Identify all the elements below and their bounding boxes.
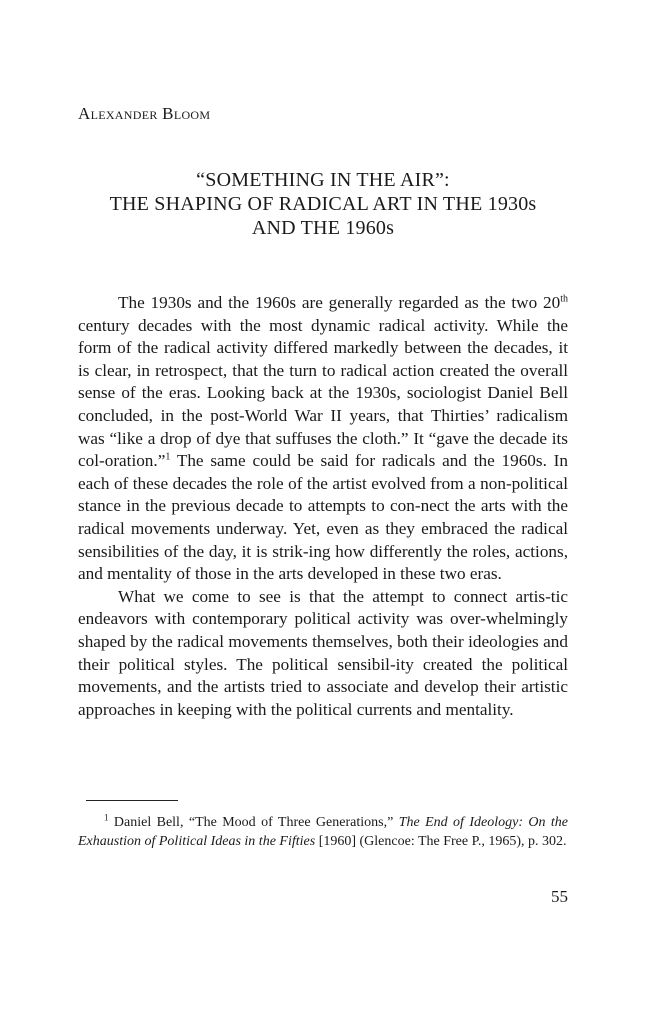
footnote-separator xyxy=(86,800,178,801)
article-body xyxy=(78,292,568,721)
footnote-text-a: Daniel Bell, “The Mood of Three Generations,” xyxy=(108,815,399,830)
paragraph-2: What we come to see is that the attempt to connect artis-tic endeavors with contemporary political activity was over-whelmingly shaped by the radical movements themselves, both their ideologies and their political styles. The political sensibil-ity created the political movements, and the artists tried to associate and develop their artistic approaches in keeping with the political currents and mentality. xyxy=(78,586,568,719)
paragraph-1-text-c: The same could be said for radicals and the 1960s. In each of these decades the role of the artist evolved from a non-political stance in the previous decade to attempts to con-nect the arts with the radical movements underway. Yet, even as they embraced the radical sensibilities of the day, it is strik-ing how differently the roles, actions, and mentality of those in the arts developed in these two eras. xyxy=(78,451,568,584)
title-line-1: “SOMETHING IN THE AIR”: xyxy=(196,169,450,191)
title-line-3: AND THE 1960s xyxy=(251,217,395,239)
footnote-1 xyxy=(78,813,568,851)
paragraph-1-text-b: century decades with the most dynamic radical activity. While the form of the radical activity differed markedly between the decades, it is clear, in retrospect, that the turn to radical action created the overall sense of the eras. Looking back at the 1930s, sociologist Daniel Bell concluded, in the post-World War II years, that Thirties’ radicalism was “like a drop of dye that suffuses the cloth.” It “gave the decade its col-oration.” xyxy=(78,315,568,471)
footnote-book-title: The End of Ideology: On the Exhaustion of Political Ideas in the Fifties xyxy=(78,815,569,849)
paragraph-1-text-a: The 1930s and the 1960s are generally regarded as the two 20 xyxy=(118,293,561,312)
article-title xyxy=(78,168,568,240)
ordinal-suffix: th xyxy=(560,293,568,305)
page xyxy=(78,0,568,1010)
footnote-reference[interactable]: 1 xyxy=(165,451,171,463)
footnote-text-b: [1960] (Glencoe: The Free P., 1965), p. 302. xyxy=(315,834,567,849)
paragraph-1 xyxy=(78,292,568,586)
page-number: 55 xyxy=(551,887,568,906)
title-line-2: THE SHAPING OF RADICAL ART IN THE 1930s xyxy=(109,193,537,215)
author-name: Alexander Bloom xyxy=(78,104,211,123)
footnote-number: 1 xyxy=(104,812,109,823)
